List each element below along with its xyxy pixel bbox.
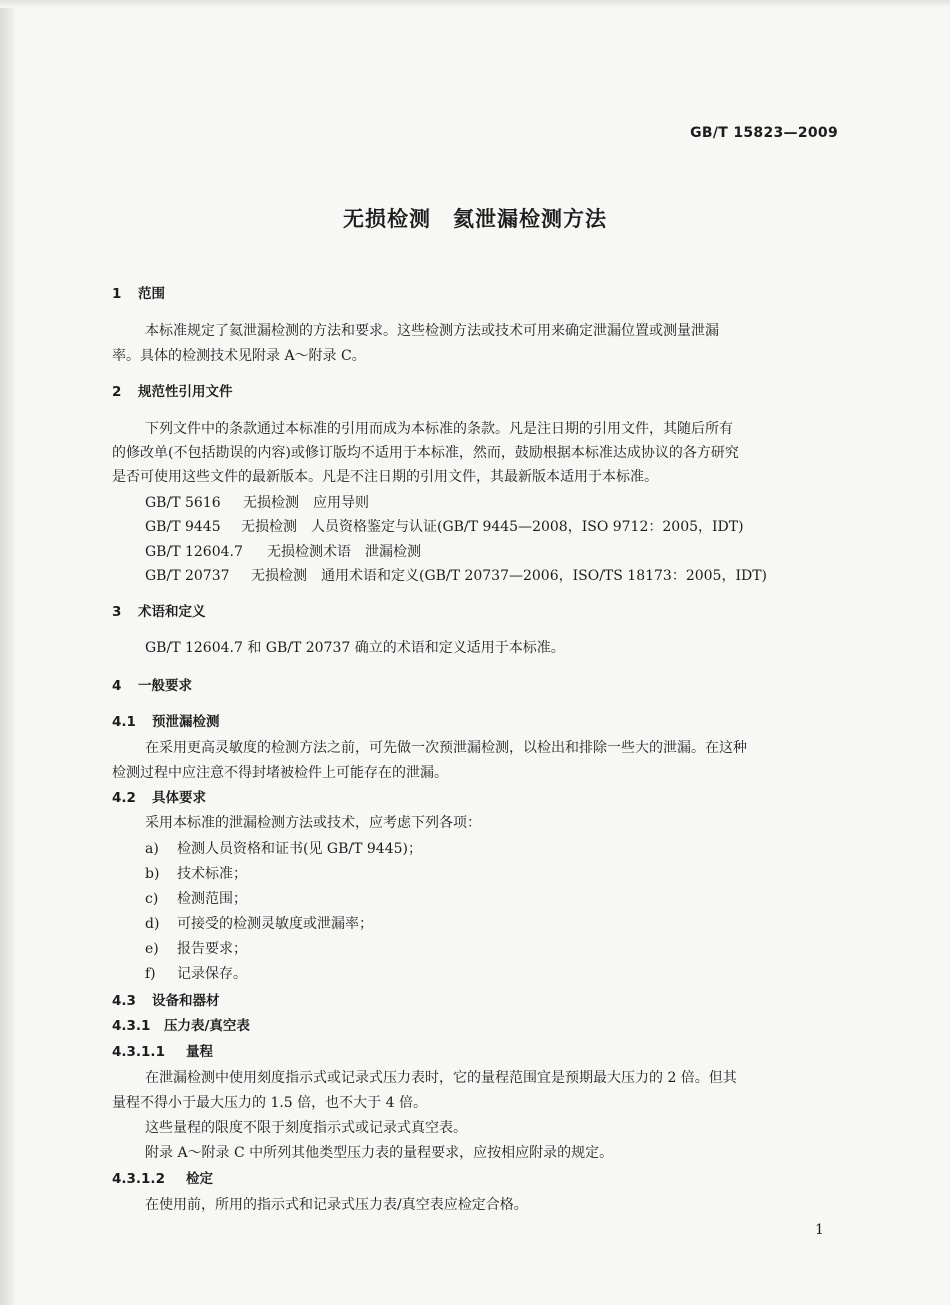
list-item-label: f) [145, 966, 156, 982]
normative-reference [145, 567, 767, 585]
section-4-3-1-1-heading [112, 1043, 213, 1061]
section-4-3-1-2-number: 4.3.1.2 [112, 1171, 165, 1187]
section-2-heading [112, 383, 233, 401]
list-item-label: b) [145, 866, 160, 882]
section-4-2-heading [112, 789, 206, 807]
document-title: 无损检测 氦泄漏检测方法 [343, 207, 607, 231]
section-4-3-1-title: 压力表/真空表 [164, 1018, 250, 1034]
section-4-2-title: 具体要求 [152, 790, 206, 806]
section-4-1-heading [112, 713, 220, 731]
section-4-1-title: 预泄漏检测 [152, 714, 220, 730]
list-item-label: c) [145, 891, 159, 907]
section-4-3-1-2-heading [112, 1170, 213, 1188]
s2-para-line-1: 下列文件中的条款通过本标准的引用而成为本标准的条款。凡是注日期的引用文件，其随后所有 [145, 421, 733, 437]
list-item [145, 840, 422, 858]
section-4-3-1-heading [112, 1017, 250, 1035]
section-3-number: 3 [112, 604, 122, 620]
s4-3-1-1-para-line-1: 在泄漏检测中使用刻度指示式或记录式压力表时，它的量程范围宜是预期最大压力的 2 倍。但其 [145, 1070, 737, 1086]
list-item [145, 915, 373, 933]
section-3-title: 术语和定义 [138, 604, 206, 620]
section-4-3-heading [112, 992, 220, 1010]
section-2-number: 2 [112, 384, 122, 400]
section-3-heading [112, 603, 206, 621]
standard-code: GB/T 15823—2009 [690, 125, 838, 141]
list-item [145, 940, 247, 958]
scan-edge-top [0, 0, 950, 8]
section-4-heading [112, 677, 192, 695]
s2-para-line-3: 是否可使用这些文件的最新版本。凡是不注日期的引用文件，其最新版本适用于本标准。 [112, 469, 658, 485]
list-item-text: 可接受的检测灵敏度或泄漏率； [177, 916, 373, 932]
s4-2-intro: 采用本标准的泄漏检测方法或技术，应考虑下列各项： [145, 815, 481, 831]
section-4-title: 一般要求 [138, 678, 192, 694]
section-1-number: 1 [112, 286, 122, 302]
reference-code: GB/T 9445 [145, 519, 221, 535]
section-4-number: 4 [112, 678, 122, 694]
list-item-text: 记录保存。 [177, 966, 247, 982]
list-item-label: d) [145, 916, 160, 932]
reference-title: 无损检测 应用导则 [243, 495, 369, 511]
section-4-3-1-1-number: 4.3.1.1 [112, 1044, 165, 1060]
s4-3-1-2-para: 在使用前，所用的指示式和记录式压力表/真空表应检定合格。 [145, 1197, 528, 1213]
reference-code: GB/T 5616 [145, 495, 221, 511]
s1-para-line-1: 本标准规定了氦泄漏检测的方法和要求。这些检测方法或技术可用来确定泄漏位置或测量泄漏 [145, 323, 719, 339]
list-item-text: 检测人员资格和证书(见 GB/T 9445)； [177, 841, 422, 857]
section-1-title: 范围 [138, 286, 165, 302]
list-item [145, 965, 247, 983]
section-1-heading [112, 285, 165, 303]
page-number: 1 [815, 1222, 824, 1238]
reference-title: 无损检测 通用术语和定义(GB/T 20737—2006，ISO/TS 18173：2005，IDT) [251, 568, 768, 584]
list-item [145, 890, 247, 908]
list-item-label: a) [145, 841, 159, 857]
section-4-2-number: 4.2 [112, 790, 136, 806]
normative-reference [145, 543, 421, 561]
reference-title: 无损检测术语 泄漏检测 [267, 544, 421, 560]
reference-title: 无损检测 人员资格鉴定与认证(GB/T 9445—2008，ISO 9712：2005，IDT) [241, 519, 744, 535]
section-4-3-1-1-title: 量程 [186, 1044, 213, 1060]
section-2-title: 规范性引用文件 [138, 384, 233, 400]
section-4-1-number: 4.1 [112, 714, 136, 730]
s2-para-line-2: 的修改单(不包括勘误的内容)或修订版均不适用于本标准，然而，鼓励根据本标准达成协议的各方研究 [112, 445, 739, 461]
normative-reference [145, 518, 744, 536]
s4-1-para-line-1: 在采用更高灵敏度的检测方法之前，可先做一次预泄漏检测，以检出和排除一些大的泄漏。在这种 [145, 740, 747, 756]
list-item-text: 检测范围； [177, 891, 247, 907]
s4-3-1-1-para-2: 这些量程的限度不限于刻度指示式或记录式真空表。 [145, 1120, 467, 1136]
reference-code: GB/T 12604.7 [145, 544, 243, 560]
list-item-text: 报告要求； [177, 941, 247, 957]
normative-reference [145, 494, 369, 512]
list-item-text: 技术标准； [177, 866, 247, 882]
s4-3-1-1-para-3: 附录 A～附录 C 中所列其他类型压力表的量程要求，应按相应附录的规定。 [145, 1145, 614, 1161]
list-item [145, 865, 247, 883]
section-4-3-number: 4.3 [112, 993, 136, 1009]
s4-3-1-1-para-line-2: 量程不得小于最大压力的 1.5 倍，也不大于 4 倍。 [112, 1095, 427, 1111]
s3-para: GB/T 12604.7 和 GB/T 20737 确立的术语和定义适用于本标准。 [145, 640, 565, 656]
s1-para-line-2: 率。具体的检测技术见附录 A～附录 C。 [112, 348, 366, 364]
section-4-3-1-2-title: 检定 [186, 1171, 213, 1187]
section-4-3-1-number: 4.3.1 [112, 1018, 151, 1034]
s4-1-para-line-2: 检测过程中应注意不得封堵被检件上可能存在的泄漏。 [112, 765, 448, 781]
reference-code: GB/T 20737 [145, 568, 230, 584]
scan-edge-left [0, 0, 14, 1305]
list-item-label: e) [145, 941, 159, 957]
section-4-3-title: 设备和器材 [152, 993, 220, 1009]
